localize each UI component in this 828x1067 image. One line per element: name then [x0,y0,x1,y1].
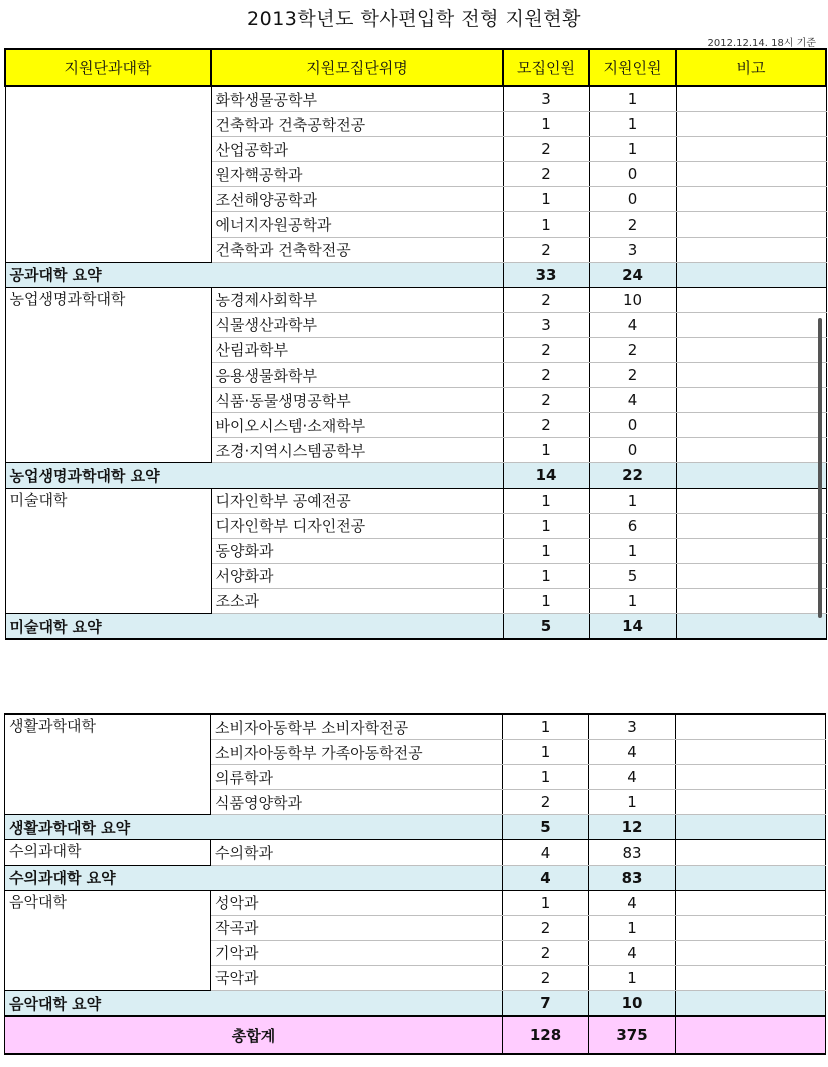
unit-cell: 응용생물화학부 [211,363,503,388]
table-row [5,86,826,112]
remarks-cell [676,840,826,865]
applicants-cell: 3 [589,714,676,740]
unit-cell: 소비자아동학부 소비자학전공 [211,714,503,740]
quota-cell: 3 [503,86,589,112]
table-row [5,714,826,740]
unit-cell: 국악과 [211,965,503,990]
table-row [5,438,826,463]
quota-cell: 3 [503,312,589,337]
table-row [5,212,826,237]
table-row [5,915,826,940]
college-cell [5,86,211,112]
remarks-cell [676,312,826,337]
quota-cell: 1 [503,187,589,212]
college-cell [5,413,211,438]
summary-applicants: 14 [589,613,676,639]
quota-cell: 1 [503,112,589,137]
table-row [5,187,826,212]
unit-cell: 디자인학부 디자인전공 [211,513,503,538]
quota-cell: 2 [503,137,589,162]
table-body-page2 [5,714,826,1054]
quota-cell: 2 [503,965,589,990]
quota-cell: 2 [503,915,589,940]
summary-quota: 33 [503,262,589,287]
summary-label: 공과대학 요약 [5,262,503,287]
unit-cell: 소비자아동학부 가족아동학전공 [211,740,503,765]
quota-cell: 1 [503,890,589,915]
quota-cell: 2 [503,363,589,388]
college-cell [5,187,211,212]
remarks-cell [676,740,826,765]
applicants-cell: 4 [589,940,676,965]
applicants-cell: 2 [589,363,676,388]
table-row [5,488,826,513]
applicants-cell: 6 [589,513,676,538]
applicants-cell: 1 [589,965,676,990]
grand-total-row [5,1016,826,1054]
applicants-cell: 4 [589,740,676,765]
college-cell: 음악대학 [5,890,211,915]
summary-applicants: 24 [589,262,676,287]
applicants-cell: 10 [589,287,676,312]
remarks-cell [676,187,826,212]
table-row [5,237,826,262]
col-header-unit: 지원모집단위명 [211,49,503,86]
quota-cell: 2 [503,237,589,262]
applicants-cell: 0 [589,413,676,438]
grand-total-label: 총합계 [5,1016,503,1054]
unit-cell: 에너지자원공학과 [211,212,503,237]
remarks-cell [676,488,826,513]
remarks-cell [676,513,826,538]
applicants-cell: 1 [589,488,676,513]
college-cell [5,965,211,990]
quota-cell: 2 [503,287,589,312]
summary-remarks [676,815,826,840]
remarks-cell [676,765,826,790]
summary-applicants: 10 [589,991,676,1017]
unit-cell: 조선해양공학과 [211,187,503,212]
applicants-cell: 0 [589,187,676,212]
college-cell [5,538,211,563]
summary-remarks [676,865,826,890]
summary-label: 수의과대학 요약 [5,865,503,890]
unit-cell: 건축학과 건축공학전공 [211,112,503,137]
unit-cell: 산업공학과 [211,137,503,162]
college-cell [5,112,211,137]
college-cell [5,162,211,187]
unit-cell: 기악과 [211,940,503,965]
unit-cell: 식품영양학과 [211,790,503,815]
college-cell: 미술대학 [5,488,211,513]
quota-cell: 2 [503,413,589,438]
remarks-cell [676,112,826,137]
college-cell [5,237,211,262]
remarks-cell [676,563,826,588]
remarks-cell [676,287,826,312]
grand-total-applicants: 375 [589,1016,676,1054]
unit-cell: 농경제사회학부 [211,287,503,312]
quota-cell: 4 [503,840,589,865]
summary-remarks [676,262,826,287]
header-row [5,49,826,86]
applicants-cell: 1 [589,790,676,815]
applicants-cell: 4 [589,312,676,337]
unit-cell: 수의학과 [211,840,503,865]
col-header-applicants: 지원인원 [589,49,676,86]
unit-cell: 원자핵공학과 [211,162,503,187]
summary-quota: 5 [503,815,589,840]
college-cell [5,740,211,765]
applicants-cell: 5 [589,563,676,588]
summary-applicants: 83 [589,865,676,890]
applicants-table-page2 [4,713,826,1055]
college-cell [5,438,211,463]
quota-cell: 2 [503,162,589,187]
quota-cell: 1 [503,488,589,513]
summary-row [5,991,826,1017]
table-row [5,790,826,815]
applicants-cell: 1 [589,86,676,112]
table-row [5,538,826,563]
table-row [5,765,826,790]
unit-cell: 조소과 [211,588,503,613]
grand-total-remarks [676,1016,826,1054]
summary-label: 음악대학 요약 [5,991,503,1017]
document-title: 2013학년도 학사편입학 전형 지원현황 [247,8,581,30]
summary-quota: 7 [503,991,589,1017]
quota-cell: 1 [503,513,589,538]
quota-cell: 2 [503,790,589,815]
table-row [5,112,826,137]
remarks-cell [676,940,826,965]
applicants-cell: 2 [589,337,676,362]
college-cell [5,765,211,790]
quota-cell: 2 [503,940,589,965]
unit-cell: 식물생산과학부 [211,312,503,337]
grand-total-quota: 128 [503,1016,589,1054]
summary-row [5,865,826,890]
remarks-cell [676,237,826,262]
unit-cell: 화학생물공학부 [211,86,503,112]
unit-cell: 바이오시스템·소재학부 [211,413,503,438]
remarks-cell [676,890,826,915]
summary-remarks [676,991,826,1017]
college-cell [5,388,211,413]
as-of-date: 2012.12.14. 18시 기준 [707,38,816,49]
table-row [5,312,826,337]
quota-cell: 1 [503,765,589,790]
unit-cell: 성악과 [211,890,503,915]
college-cell [5,588,211,613]
table-row [5,363,826,388]
college-cell: 생활과학대학 [5,714,211,740]
summary-applicants: 12 [589,815,676,840]
applicants-cell: 0 [589,162,676,187]
applicants-cell: 1 [589,915,676,940]
applicants-cell: 1 [589,588,676,613]
remarks-cell [676,388,826,413]
remarks-cell [676,162,826,187]
summary-remarks [676,613,826,639]
table-row [5,840,826,865]
summary-quota: 4 [503,865,589,890]
summary-quota: 14 [503,463,589,488]
unit-cell: 의류학과 [211,765,503,790]
unit-cell: 건축학과 건축학전공 [211,237,503,262]
remarks-cell [676,137,826,162]
remarks-cell [676,538,826,563]
table-row [5,740,826,765]
table-row [5,287,826,312]
quota-cell: 2 [503,337,589,362]
college-cell [5,137,211,162]
table-row [5,513,826,538]
table-row [5,137,826,162]
summary-quota: 5 [503,613,589,639]
college-cell: 농업생명과학대학 [5,287,211,312]
table-row [5,162,826,187]
table-row [5,413,826,438]
summary-remarks [676,463,826,488]
remarks-cell [676,413,826,438]
unit-cell: 서양화과 [211,563,503,588]
remarks-cell [676,86,826,112]
remarks-cell [676,965,826,990]
quota-cell: 1 [503,212,589,237]
applicants-cell: 4 [589,388,676,413]
applicants-cell: 3 [589,237,676,262]
summary-label: 생활과학대학 요약 [5,815,503,840]
applicants-cell: 0 [589,438,676,463]
unit-cell: 디자인학부 공예전공 [211,488,503,513]
quota-cell: 2 [503,388,589,413]
remarks-cell [676,588,826,613]
quota-cell: 1 [503,740,589,765]
unit-cell: 조경·지역시스템공학부 [211,438,503,463]
summary-row [5,463,826,488]
applicants-cell: 2 [589,212,676,237]
quota-cell: 1 [503,538,589,563]
quota-cell: 1 [503,563,589,588]
col-header-quota: 모집인원 [503,49,589,86]
applicants-cell: 1 [589,137,676,162]
college-cell [5,915,211,940]
table-row [5,965,826,990]
college-cell: 수의과대학 [5,840,211,865]
scrollbar[interactable] [818,318,822,618]
college-cell [5,563,211,588]
table-row [5,337,826,362]
remarks-cell [676,337,826,362]
unit-cell: 작곡과 [211,915,503,940]
col-header-college: 지원단과대학 [5,49,211,86]
college-cell [5,790,211,815]
remarks-cell [676,714,826,740]
college-cell [5,337,211,362]
remarks-cell [676,915,826,940]
applicants-cell: 1 [589,538,676,563]
summary-label: 미술대학 요약 [5,613,503,639]
summary-label: 농업생명과학대학 요약 [5,463,503,488]
table-row [5,588,826,613]
table-row [5,563,826,588]
quota-cell: 1 [503,714,589,740]
unit-cell: 산림과학부 [211,337,503,362]
college-cell [5,513,211,538]
applicants-cell: 4 [589,765,676,790]
summary-row [5,815,826,840]
quota-cell: 1 [503,438,589,463]
remarks-cell [676,790,826,815]
applicants-cell: 83 [589,840,676,865]
table-row [5,890,826,915]
quota-cell: 1 [503,588,589,613]
college-cell [5,212,211,237]
table-row [5,388,826,413]
college-cell [5,312,211,337]
unit-cell: 동양화과 [211,538,503,563]
remarks-cell [676,438,826,463]
applicants-cell: 1 [589,112,676,137]
applicants-table-page1 [4,48,827,640]
unit-cell: 식품·동물생명공학부 [211,388,503,413]
col-header-remarks: 비고 [676,49,826,86]
summary-applicants: 22 [589,463,676,488]
table-body-page1 [5,86,826,639]
applicants-cell: 4 [589,890,676,915]
college-cell [5,363,211,388]
summary-row [5,262,826,287]
summary-row [5,613,826,639]
table-row [5,940,826,965]
remarks-cell [676,212,826,237]
college-cell [5,940,211,965]
remarks-cell [676,363,826,388]
